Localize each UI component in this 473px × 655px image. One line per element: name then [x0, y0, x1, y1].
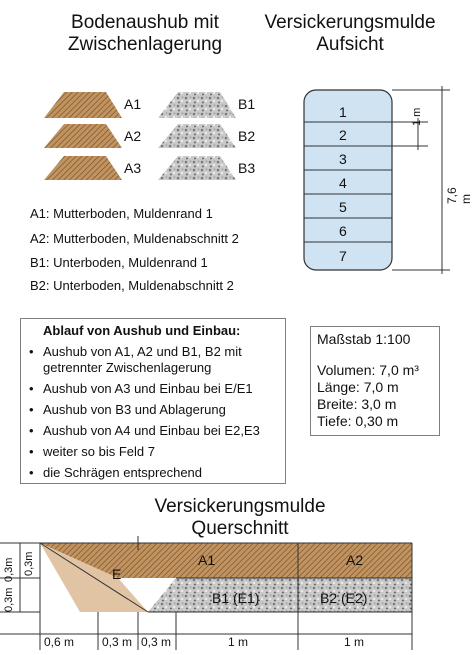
plan-field-2: 2 — [339, 127, 347, 143]
plan-field-7: 7 — [339, 248, 347, 264]
pile-a1 — [44, 92, 122, 118]
plan-field-6: 6 — [339, 223, 347, 239]
legend-a1: A1: Mutterboden, Muldenrand 1 — [30, 206, 213, 221]
section-dim-2: 0,3 m — [102, 635, 133, 649]
pile-a2 — [44, 124, 122, 148]
procedure-box — [20, 318, 286, 484]
section-label-a1: A1 — [198, 552, 216, 568]
pile-b2 — [158, 124, 236, 148]
scale-text: Maßstab 1:100 — [317, 331, 411, 347]
plan-view-title: Versickerungsmulde Aufsicht — [264, 12, 436, 55]
procedure-step: • die Schrägen entsprechend — [27, 465, 279, 481]
procedure-step: • Aushub von A1, A2 und B1, B2 mit getrennter Zwischenlagerung — [27, 344, 279, 376]
section-dim-3: 0,3 m — [141, 635, 172, 649]
section-subsoil — [148, 578, 412, 612]
length-text: Länge: 7,0 m — [317, 379, 399, 395]
procedure-step: • weiter so bis Feld 7 — [27, 444, 279, 460]
pile-a2-label: A2 — [124, 128, 142, 144]
pile-b1 — [158, 92, 236, 118]
section-label-b1: B1 (E1) — [212, 590, 260, 606]
section-label-b2: B2 (E2) — [320, 590, 368, 606]
legend-b2: B2: Unterboden, Muldenabschnitt 2 — [30, 278, 234, 293]
dimensions-box — [310, 326, 440, 436]
section-label-a2: A2 — [346, 552, 364, 568]
section-dim-left-2: 0,3m — [23, 551, 35, 576]
stockpile-title: Bodenaushub mit Zwischenlagerung — [67, 12, 223, 55]
procedure-step: • Aushub von A3 und Einbau bei E/E1 — [27, 381, 279, 397]
plan-dim-total: 7,6 m — [445, 187, 473, 204]
section-dim-left-3: 0,3m — [3, 587, 15, 612]
legend-b1: B1: Unterboden, Muldenrand 1 — [30, 255, 208, 270]
procedure-step: • Aushub von B3 und Ablagerung — [27, 402, 279, 418]
section-label-e: E — [112, 566, 122, 582]
legend-a2: A2: Mutterboden, Muldenabschnitt 2 — [30, 231, 239, 246]
pile-b1-label: B1 — [238, 96, 256, 112]
plan-field-1: 1 — [339, 104, 347, 120]
pile-a1-label: A1 — [124, 96, 142, 112]
plan-field-5: 5 — [339, 199, 347, 215]
pile-b2-label: B2 — [238, 128, 256, 144]
section-dim-4: 1 m — [228, 635, 249, 649]
plan-view — [290, 82, 460, 277]
plan-dim-field: 1 m — [411, 107, 423, 126]
pile-b3-label: B3 — [238, 160, 256, 176]
width-text: Breite: 3,0 m — [317, 396, 397, 412]
section-dim-1: 0,6 m — [44, 635, 75, 649]
section-dim-left-1: 0,3m — [3, 557, 15, 582]
depth-text: Tiefe: 0,30 m — [317, 413, 399, 429]
plan-field-3: 3 — [339, 151, 347, 167]
pile-b3 — [158, 156, 236, 180]
section-dim-5: 1 m — [344, 635, 365, 649]
volume-text: Volumen: 7,0 m³ — [317, 362, 419, 378]
pile-a3-label: A3 — [124, 160, 142, 176]
procedure-title: Ablauf von Aushub und Einbau: — [43, 323, 241, 338]
plan-field-4: 4 — [339, 175, 347, 191]
section-title: Versickerungsmulde Querschnitt — [154, 496, 326, 539]
procedure-step: • Aushub von A4 und Einbau bei E2,E3 — [27, 423, 279, 439]
pile-a3 — [44, 156, 122, 180]
